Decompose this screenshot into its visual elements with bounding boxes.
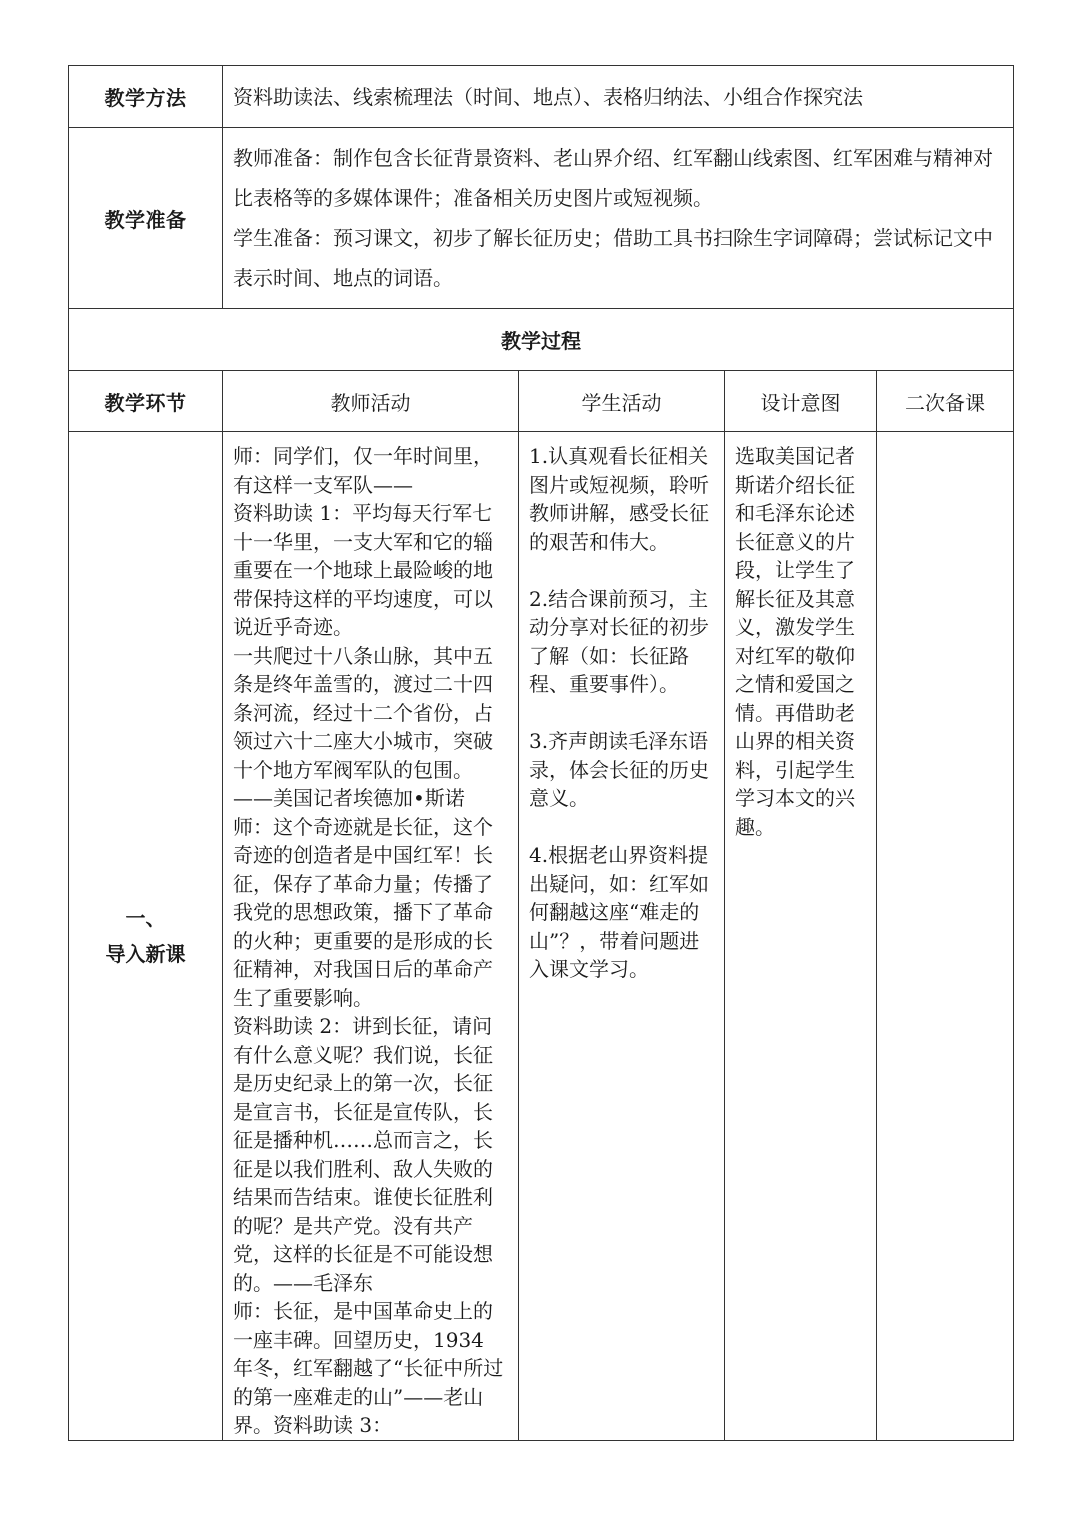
lesson-plan-table	[68, 65, 1014, 1441]
teacher-paragraph: 师：长征，是中国革命史上的一座丰碑。回望历史，1934 年冬，红军翻越了“长征中所过的第一座难走的山”——老山界。资料助读 3：	[233, 1299, 504, 1437]
student-preparation: 学生准备：预习课文，初步了解长征历史；借助工具书扫除生字词障碍；尝试标记文中表示时间、地点的词语。	[233, 226, 993, 290]
preparation-row	[69, 128, 1014, 309]
methods-row	[69, 66, 1014, 128]
preparation-content	[223, 128, 1014, 309]
methods-label: 教学方法	[69, 66, 223, 128]
methods-content: 资料助读法、线索梳理法（时间、地点）、表格归纳法、小组合作探究法	[223, 66, 1014, 128]
header-design-intent: 设计意图	[725, 371, 877, 432]
header-stage: 教学环节	[69, 371, 223, 432]
process-title: 教学过程	[69, 309, 1014, 371]
teacher-paragraph: 一共爬过十八条山脉，其中五条是终年盖雪的，渡过二十四条河流，经过十二个省份，占领过六十二座大小城市，突破十个地方军阀军队的包围。	[233, 643, 493, 782]
student-item: 2.结合课前预习，主动分享对长征的初步了解（如：长征路程、重要事件）。	[529, 586, 709, 696]
teacher-paragraph: 资料助读 1：平均每天行军七十一华里，一支大军和它的辎重要在一个地球上最险峻的地带保持这样的平均速度，可以说近乎奇迹。	[233, 501, 493, 639]
header-second-prep: 二次备课	[877, 371, 1014, 432]
design-intent-cell	[725, 432, 877, 1441]
teacher-paragraph: 师：同学们，仅一年时间里，有这样一支军队——	[233, 444, 493, 497]
stage-number: 一、	[125, 906, 166, 930]
column-header-row	[69, 371, 1014, 432]
teacher-activity-cell	[223, 432, 519, 1441]
second-prep-cell	[877, 432, 1014, 1441]
header-teacher-activity: 教师活动	[223, 371, 519, 432]
teacher-paragraph: 师：这个奇迹就是长征，这个奇迹的创造者是中国红军！长征，保存了革命力量；传播了我党的思想政策，播下了革命的火种；更重要的是形成的长征精神，对我国日后的革命产生了重要影响。	[233, 814, 493, 1010]
student-item: 1.认真观看长征相关图片或短视频，聆听教师讲解，感受长征的艰苦和伟大。	[529, 444, 709, 554]
student-item: 3.齐声朗读毛泽东语录，体会长征的历史意义。	[529, 729, 709, 810]
student-activity-cell	[519, 432, 725, 1441]
header-student-activity: 学生活动	[519, 371, 725, 432]
process-title-row	[69, 309, 1014, 371]
stage-row	[69, 432, 1014, 1441]
student-item: 4.根据老山界资料提出疑问，如：红军如何翻越这座“难走的山”？，带着问题进入课文学习。	[529, 843, 709, 981]
teacher-paragraph: ——美国记者埃德加•斯诺	[233, 786, 465, 810]
stage-label	[69, 432, 223, 1441]
preparation-label: 教学准备	[69, 128, 223, 309]
stage-name: 导入新课	[105, 942, 186, 966]
teacher-preparation: 教师准备：制作包含长征背景资料、老山界介绍、红军翻山线索图、红军困难与精神对比表格等的多媒体课件；准备相关历史图片或短视频。	[233, 146, 993, 210]
design-intent-text: 选取美国记者斯诺介绍长征和毛泽东论述长征意义的片段，让学生了解长征及其意义，激发学生对红军的敬仰之情和爱国之情。再借助老山界的相关资料，引起学生学习本文的兴趣。	[735, 444, 855, 839]
teacher-paragraph: 资料助读 2：讲到长征，请问有什么意义呢？我们说，长征是历史纪录上的第一次，长征是宣言书，长征是宣传队，长征是播种机……总而言之，长征是以我们胜利、敌人失败的结果而告结束。谁使长征胜利的呢？是共产党。没有共产党，这样的长征是不可能设想的。——毛泽东	[233, 1014, 493, 1295]
